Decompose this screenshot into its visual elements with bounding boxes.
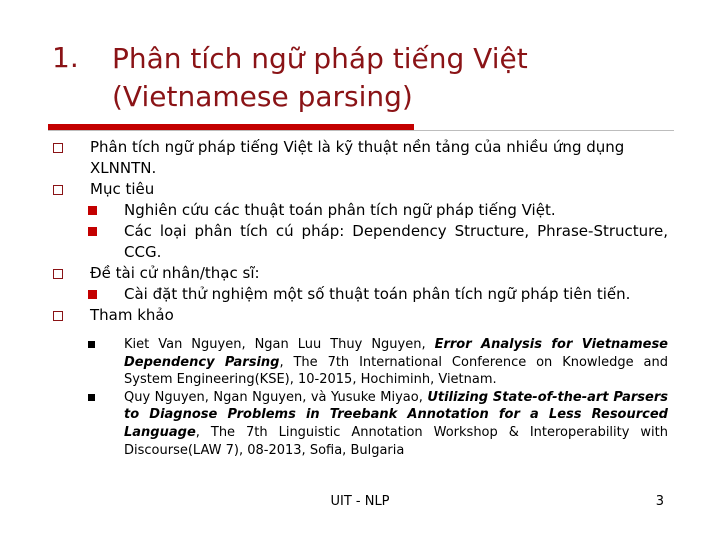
filled-square-bullet-icon xyxy=(88,341,95,348)
hollow-square-bullet-icon xyxy=(53,311,63,321)
slide-title-line-2: (Vietnamese parsing) xyxy=(112,80,413,113)
bullet-item xyxy=(48,263,668,284)
sub-bullet-text: Nghiên cứu các thuật toán phân tích ngữ pháp tiếng Việt. xyxy=(124,201,556,219)
bullet-item xyxy=(48,137,668,179)
reference-title: Error Analysis for Vietnamese Dependency Parsing xyxy=(124,337,668,370)
bullet-text: Mục tiêu xyxy=(90,180,155,198)
filled-square-bullet-icon xyxy=(88,227,97,236)
hollow-square-bullet-icon xyxy=(53,269,63,279)
footer-label: UIT - NLP xyxy=(330,494,390,509)
sub-bullet-text: Cài đặt thử nghiệm một số thuật toán phân tích ngữ pháp tiên tiến. xyxy=(124,285,631,303)
slide-title xyxy=(112,40,672,116)
bullet-text: Phân tích ngữ pháp tiếng Việt là kỹ thuật nền tảng của nhiều ứng dụng XLNNTN. xyxy=(90,138,625,177)
bullet-item xyxy=(48,305,668,326)
reference-title: Utilizing State-of-the-art Parsers to Diagnose Problems in Treebank Annotation for a Less Resourced Language xyxy=(124,389,669,440)
reference-item xyxy=(48,336,668,389)
reference-authors: Kiet Van Nguyen, Ngan Luu Thuy Nguyen, xyxy=(124,337,435,352)
reference-venue: , The 7th Linguistic Annotation Workshop & Interoperability with Discourse(LAW 7), 08-2013, Sofia, Bulgaria xyxy=(124,424,668,458)
slide-title-number: 1. xyxy=(52,41,79,74)
hollow-square-bullet-icon xyxy=(53,143,63,153)
hollow-square-bullet-icon xyxy=(53,185,63,195)
reference-authors: Quy Nguyen, Ngan Nguyen, và Yusuke Miyao, xyxy=(124,389,428,405)
sub-bullet-text: Các loại phân tích cú pháp: Dependency Structure, Phrase-Structure, CCG. xyxy=(124,222,668,261)
sub-bullet-item xyxy=(48,200,668,221)
title-underline-rule xyxy=(48,130,674,131)
filled-square-bullet-icon xyxy=(88,290,97,299)
bullet-text: Tham khảo xyxy=(90,306,174,324)
filled-square-bullet-icon xyxy=(88,394,95,401)
slide-body xyxy=(48,137,668,459)
bullet-text: Đề tài cử nhân/thạc sĩ: xyxy=(90,264,260,282)
sub-bullet-item xyxy=(48,221,668,263)
filled-square-bullet-icon xyxy=(88,206,97,215)
page-number: 3 xyxy=(655,494,664,509)
reference-item xyxy=(48,389,668,459)
slide-title-line-1: Phân tích ngữ pháp tiếng Việt xyxy=(112,42,528,75)
reference-venue: , The 7th International Conference on Knowledge and System Engineering(KSE), 10-2015, Hochiminh, Vietnam. xyxy=(124,354,669,388)
bullet-item xyxy=(48,179,668,200)
sub-bullet-item xyxy=(48,284,668,305)
